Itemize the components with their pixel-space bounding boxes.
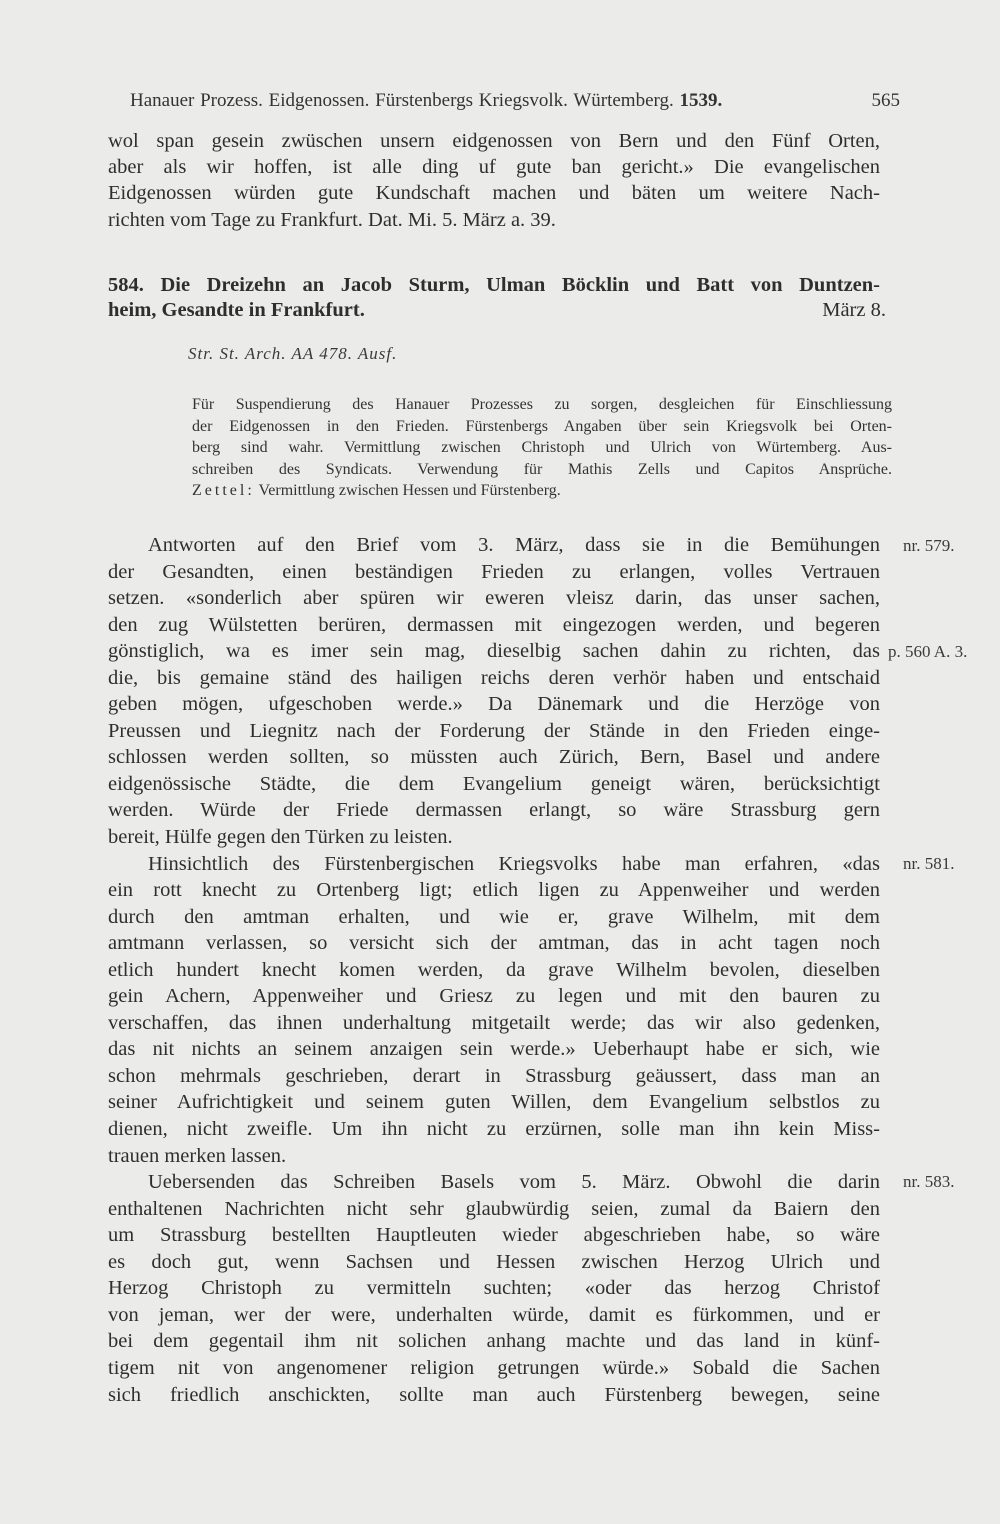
zettel-text: Vermittlung zwischen Hessen und Fürstenberg. (254, 482, 561, 500)
body-line: bei dem gegentail ihm nit solichen anhang machte und das land in künf- (108, 1330, 880, 1353)
body-line: enthaltenen Nachrichten nicht sehr glaubwürdig seien, zumal da Baiern den (108, 1197, 880, 1220)
text-line: aber als wir hoffen, ist alle ding uf gute ban gericht.» Die evangelischen (108, 156, 880, 179)
body-line: tigem nit von angenomener religion getrungen würde.» Sobald die Sachen (108, 1356, 880, 1379)
body-line: Antworten auf den Brief vom 3. März, dass sie in die Bemühungen (148, 534, 880, 556)
document-date: März 8. (822, 299, 886, 321)
heading-line (108, 298, 886, 323)
heading-line: 584. Die Dreizehn an Jacob Sturm, Ulman Böcklin und Batt von Duntzen- (108, 274, 880, 296)
regest-zettel-line (192, 480, 892, 502)
body-line: den zug Wülstetten berüren, dermassen mit eingezogen werden, und begeren (108, 613, 880, 636)
body-line: etlich hundert knecht komen werden, da grave Wilhelm bevolen, dieselben (108, 958, 880, 981)
body-line: das nit nichts an seinem anzaigen sein werde.» Ueberhaupt habe er sich, wie (108, 1038, 880, 1061)
running-head (130, 90, 900, 112)
text-line: wol span gesein zwüschen unsern eidgenossen von Bern und den Fünf Orten, (108, 130, 880, 152)
body-line: die, bis gemaine ständ des hailigen reichs deren verhör haben und entschaid (108, 666, 880, 689)
letter-body (108, 532, 880, 1408)
body-line: schlossen werden sollten, so müssten auch Zürich, Bern, Basel und andere (108, 746, 880, 769)
body-line: sich friedlich anschickten, sollte man auch Fürstenberg bewegen, seine (108, 1383, 880, 1406)
document-heading (108, 273, 886, 323)
zettel-label: Zettel: (192, 482, 255, 500)
regest-line: schreiben des Syndicats. Verwendung für Mathis Zells und Capitos Ansprüche. (192, 460, 892, 478)
body-line: amtmann verlassen, so versicht sich der amtman, das in acht tagen noch (108, 932, 880, 955)
regest-line: berg sind wahr. Vermittlung zwischen Christoph und Ulrich von Würtemberg. Aus- (192, 439, 892, 457)
body-line: es doch gut, wenn Sachsen und Hessen zwischen Herzog Ulrich und (108, 1250, 880, 1273)
body-line: der Gesandten, einen beständigen Frieden zu erlangen, volles Vertrauen (108, 560, 880, 583)
margin-note: nr. 579. (903, 536, 955, 555)
body-line: werden. Würde der Friede dermassen erlangt, so wäre Strassburg gern (108, 799, 880, 822)
body-line: Hinsichtlich des Fürstenbergischen Kriegsvolks habe man erfahren, «das (148, 852, 880, 875)
body-line: dienen, nicht zweifle. Um ihn nicht zu erzürnen, solle man ihn kein Miss- (108, 1118, 880, 1141)
body-line: Preussen und Liegnitz nach der Forderung der Stände in den Frieden einge- (108, 719, 880, 742)
regest-summary (192, 394, 892, 502)
running-head-title: Hanauer Prozess. Eidgenossen. Fürstenbergs Kriegsvolk. Würtemberg. (130, 90, 674, 111)
body-line: ein rott knecht zu Ortenberg ligt; etlich ligen zu Appenweiher und werden (108, 879, 880, 902)
archive-source: Str. St. Arch. AA 478. Ausf. (188, 344, 398, 363)
intro-paragraph (108, 128, 880, 233)
body-line: um Strassburg bestellten Hauptleuten wieder abgeschrieben habe, so wäre (108, 1224, 880, 1247)
body-line: trauen merken lassen. (108, 1144, 287, 1167)
body-line: setzen. «sonderlich aber spüren wir eweren vleisz darin, das unser sachen, (108, 587, 880, 610)
running-head-year: 1539. (679, 90, 723, 111)
body-line: verschaffen, das ihnen underhaltung mitgetailt werde; das wir also gedenken, (108, 1011, 880, 1034)
margin-note: p. 560 A. 3. (888, 642, 968, 661)
text-line: richten vom Tage zu Frankfurt. Dat. Mi. 5. März a. 39. (108, 208, 556, 231)
body-line: seiner Aufrichtigkeit und seinem guten Willen, dem Evangelium selbstlos zu (108, 1091, 880, 1114)
body-line: Uebersenden das Schreiben Basels vom 5. März. Obwohl die darin (148, 1171, 880, 1194)
heading-line-text: heim, Gesandte in Frankfurt. (108, 299, 365, 321)
text-line: Eidgenossen würden gute Kundschaft machen und bäten um weitere Nach- (108, 182, 880, 205)
body-line: geben mögen, ufgeschoben werde.» Da Dänemark und die Herzöge von (108, 693, 880, 716)
regest-line: der Eidgenossen in den Frieden. Fürstenbergs Angaben über sein Kriegsvolk bei Orten- (192, 417, 892, 435)
body-line: durch den amtman erhalten, und wie er, grave Wilhelm, mit dem (108, 905, 880, 928)
body-line: bereit, Hülfe gegen den Türken zu leisten. (108, 826, 453, 849)
body-line: von jeman, wer der were, underhalten würde, damit es fürkommen, und er (108, 1303, 880, 1326)
body-line: gönstiglich, wa es imer sein mag, dieselbig sachen dahin zu richten, das (108, 640, 880, 663)
margin-note: nr. 581. (903, 854, 955, 873)
page-number: 565 (871, 90, 900, 111)
body-line: schon mehrmals geschrieben, derart in Strassburg geäussert, dass man an (108, 1064, 880, 1087)
body-line: Herzog Christoph zu vermitteln suchten; «oder das herzog Christof (108, 1277, 880, 1300)
regest-line: Für Suspendierung des Hanauer Prozesses zu sorgen, desgleichen für Einschliessung (192, 396, 892, 413)
margin-note: nr. 583. (903, 1172, 955, 1191)
body-line: eidgenössische Städte, die dem Evangelium geneigt wären, berücksichtigt (108, 772, 880, 795)
body-line: gein Achern, Appenweiher und Griesz zu legen und mit den bauren zu (108, 985, 880, 1008)
